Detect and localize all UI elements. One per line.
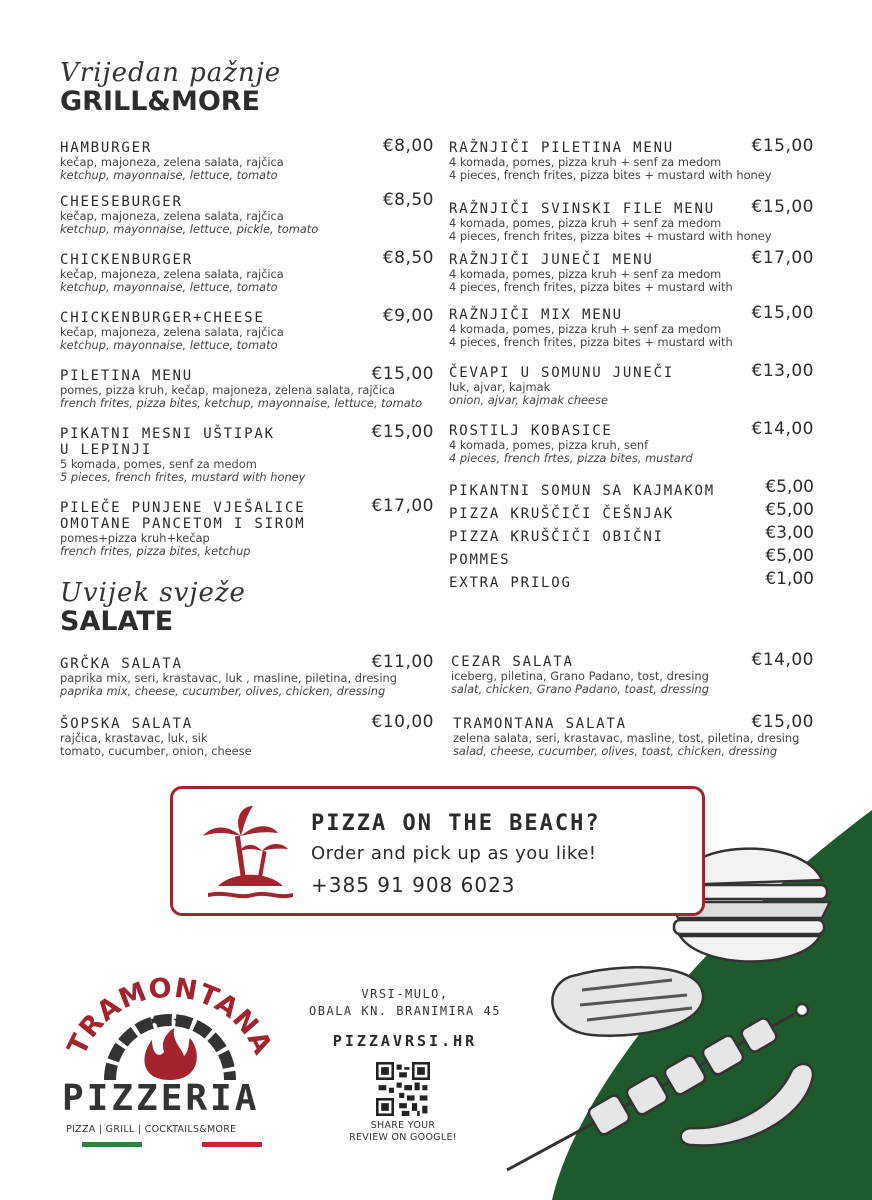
menu-item-name: RAŽNJIČI PILETINA MENU	[449, 140, 675, 156]
menu-item	[60, 306, 434, 352]
menu-item-name: ŠOPSKA SALATA	[60, 716, 193, 732]
menu-item-name: ČEVAPI U SOMUNU JUNEČI	[449, 365, 675, 381]
menu-item-name: PIZZA KRUŠČIČI OBIČNI	[449, 529, 664, 545]
menu-item-price: €14,00	[751, 419, 814, 439]
menu-item-name: RAŽNJIČI MIX MENU	[449, 307, 623, 323]
menu-item-name: PIZZA KRUŠČIČI ČEŠNJAK	[449, 506, 675, 522]
tramontana-logo	[60, 960, 280, 1160]
promo-phone: +385 91 908 6023	[311, 873, 516, 897]
grill-title: GRILL&MORE	[60, 86, 261, 117]
menu-item-desc-en: onion, ajvar, kajmak cheese	[449, 393, 609, 407]
menu-item-name: RAŽNJIČI JUNEČI MENU	[449, 252, 654, 268]
menu-item-desc-en: french frites, pizza bites, ketchup	[60, 544, 251, 558]
qr-caption-line-2: REVIEW ON GOOGLE!	[349, 1132, 457, 1143]
menu-item-desc-hr: 4 komada, pomes, pizza kruh, senf	[449, 438, 649, 452]
promo-title: PIZZA ON THE BEACH?	[311, 811, 601, 836]
grill-script-title: Vrijedan pažnje	[60, 58, 282, 88]
menu-item-desc-hr: rajčica, krastavac, luk, sik	[60, 731, 208, 745]
salads-section-header	[60, 578, 246, 635]
menu-item	[449, 248, 814, 294]
qr-code-icon[interactable]	[376, 1062, 430, 1116]
menu-item-name: CHICKENBURGER+CHEESE	[60, 310, 265, 326]
menu-item-simple	[449, 523, 814, 546]
menu-item	[60, 136, 434, 182]
menu-item	[449, 361, 814, 407]
italian-flag-stripe	[82, 1142, 262, 1147]
menu-item-desc-en: ketchup, mayonnaise, lettuce, pickle, tomato	[60, 222, 319, 236]
logo-arc-text: TRAMONTANA	[61, 972, 279, 1061]
menu-item-price: €15,00	[371, 422, 434, 442]
menu-item-price: €17,00	[371, 496, 434, 516]
menu-item-desc-en: salat, chicken, Grano Padano, toast, dressing	[451, 682, 709, 696]
menu-item-name: TRAMONTANA SALATA	[453, 716, 627, 732]
menu-item-price: €15,00	[751, 712, 814, 732]
salads-title: SALATE	[60, 606, 174, 637]
menu-item-price: €15,00	[751, 197, 814, 217]
svg-text:★: ★	[160, 1013, 173, 1029]
menu-item-desc-en: 5 pieces, french frites, mustard with honey	[60, 470, 306, 484]
menu-item-desc-hr: 4 komada, pomes, pizza kruh + senf za medom	[449, 267, 722, 281]
menu-item-desc-en: paprika mix, cheese, cucumber, olives, chicken, dressing	[60, 684, 386, 698]
menu-item-price: €15,00	[751, 303, 814, 323]
menu-item-desc-en: french frites, pizza bites, ketchup, mayonnaise, lettuce, tomato	[60, 396, 423, 410]
promo-box	[170, 786, 705, 916]
menu-item	[60, 248, 434, 294]
menu-item-desc-hr: kečap, majoneza, zelena salata, rajčica	[60, 325, 284, 339]
steak-icon	[552, 967, 703, 1036]
menu-item-desc-hr: luk, ajvar, kajmak	[449, 380, 551, 394]
menu-item-name: EXTRA PRILOG	[449, 575, 572, 591]
menu-item	[60, 496, 434, 558]
menu-item	[60, 652, 434, 698]
menu-item-name: PILEČE PUNJENE VJEŠALICE OMOTANE PANCETOM I SIROM	[60, 500, 306, 532]
logo-name: PIZZERIA	[62, 1078, 260, 1119]
menu-item-name: PILETINA MENU	[60, 368, 193, 384]
menu-item-desc-en: tomato, cucumber, onion, cheese	[60, 744, 252, 758]
menu-item-desc-hr: paprika mix, seri, krastavac, luk , masline, piletina, dresing	[60, 671, 397, 685]
menu-item-price: €9,00	[382, 306, 434, 326]
menu-item-simple	[449, 546, 814, 569]
menu-item-desc-en: 4 pieces, french frtes, pizza bites, mustard	[449, 451, 693, 465]
menu-item-desc-hr: zelena salata, seri, krastavac, masline, tost, piletina, dresing	[453, 731, 800, 745]
promo-subtitle: Order and pick up as you like!	[311, 843, 597, 864]
menu-item-price: €13,00	[751, 361, 814, 381]
menu-item-price: €11,00	[371, 652, 434, 672]
salads-script-title: Uvijek svježe	[60, 578, 246, 608]
menu-item-name: CEZAR SALATA	[451, 654, 574, 670]
menu-item-desc-en: salad, cheese, cucumber, olives, toast, chicken, dressing	[453, 744, 778, 758]
menu-item-desc-hr: 5 komada, pomes, senf za medom	[60, 457, 257, 471]
menu-item-desc-hr: 4 komada, pomes, pizza kruh + senf za medom	[449, 216, 722, 230]
menu-item-price: €8,00	[382, 136, 434, 156]
menu-item-name: ROSTILJ KOBASICE	[449, 423, 613, 439]
menu-item-price: €3,00	[765, 523, 814, 543]
address-line-2: OBALA KN. BRANIMIRA 45	[309, 1004, 501, 1018]
qr-caption-line-1: SHARE YOUR	[370, 1120, 436, 1131]
menu-item-desc-en: 4 pieces, french frites, pizza bites + mustard with honey	[449, 229, 772, 243]
menu-item-desc-en: ketchup, mayonnaise, lettuce, tomato	[60, 280, 278, 294]
menu-item	[453, 712, 814, 758]
menu-item-desc-hr: kečap, majoneza, zelena salata, rajčica	[60, 209, 284, 223]
menu-item-simple	[449, 569, 814, 592]
menu-item-price: €8,50	[382, 190, 434, 210]
grill-section-header	[60, 58, 281, 115]
menu-item-desc-hr: iceberg, piletina, Grano Padano, tost, dresing	[451, 669, 709, 683]
menu-item-name: HAMBURGER	[60, 140, 153, 156]
address	[290, 986, 520, 1020]
palm-island-icon	[198, 801, 298, 901]
menu-item-name: CHEESEBURGER	[60, 194, 183, 210]
svg-text:★: ★	[172, 1013, 185, 1029]
menu-item	[449, 197, 814, 243]
qr-caption	[330, 1120, 476, 1144]
menu-item-price: €15,00	[751, 136, 814, 156]
address-line-1: VRSI-MULO,	[361, 987, 449, 1001]
menu-item	[451, 650, 814, 696]
menu-item-price: €15,00	[371, 364, 434, 384]
menu-item-name: RAŽNJIČI SVINSKI FILE MENU	[449, 201, 715, 217]
menu-item-price: €5,00	[765, 477, 814, 497]
website-link[interactable]: PIZZAVRSI.HR	[332, 1032, 478, 1050]
logo-tagline: PIZZA | GRILL | COCKTAILS&MORE	[66, 1124, 237, 1135]
menu-item	[60, 190, 434, 236]
svg-text:★: ★	[148, 1013, 161, 1029]
flame-icon	[145, 1028, 197, 1080]
menu-item-simple	[449, 500, 814, 523]
menu-item-price: €17,00	[751, 248, 814, 268]
menu-item-price: €1,00	[765, 569, 814, 589]
menu-item-simple	[449, 477, 814, 500]
logo-arc	[60, 960, 280, 1085]
menu-item-desc-hr: pomes+pizza kruh+kečap	[60, 531, 210, 545]
menu-item-desc-en: ketchup, mayonnaise, lettuce, tomato	[60, 168, 278, 182]
menu-item	[449, 136, 814, 182]
menu-item	[449, 419, 814, 465]
menu-item	[449, 303, 814, 349]
menu-item-desc-hr: 4 komada, pomes, pizza kruh + senf za medom	[449, 322, 722, 336]
menu-item-desc-hr: pomes, pizza kruh, kečap, majoneza, zelena salata, rajčica	[60, 383, 396, 397]
menu-item-price: €5,00	[765, 500, 814, 520]
menu-item	[60, 422, 434, 484]
menu-item-name: CHICKENBURGER	[60, 252, 193, 268]
menu-item-price: €5,00	[765, 546, 814, 566]
menu-item-name: PIKATNI MESNI UŠTIPAK U LEPINJI	[60, 426, 275, 458]
menu-item-name: GRČKA SALATA	[60, 656, 183, 672]
menu-item-desc-hr: kečap, majoneza, zelena salata, rajčica	[60, 267, 284, 281]
menu-item-desc-en: 4 pieces, french frites, pizza bites + mustard with	[449, 280, 733, 294]
menu-item-desc-en: 4 pieces, french frites, pizza bites + mustard with honey	[449, 168, 772, 182]
menu-item-price: €10,00	[371, 712, 434, 732]
menu-item	[60, 712, 434, 758]
menu-item-desc-en: ketchup, mayonnaise, lettuce, tomato	[60, 338, 278, 352]
menu-item-desc-hr: 4 komada, pomes, pizza kruh + senf za medom	[449, 155, 722, 169]
menu-item-desc-en: 4 pieces, french frites, pizza bites + mustard with	[449, 335, 733, 349]
menu-item-name: POMMES	[449, 552, 511, 568]
menu-item-price: €14,00	[751, 650, 814, 670]
menu-item-desc-hr: kečap, majoneza, zelena salata, rajčica	[60, 155, 284, 169]
menu-item-price: €8,50	[382, 248, 434, 268]
menu-item	[60, 364, 434, 410]
menu-item-name: PIKANTNI SOMUN SA KAJMAKOM	[449, 483, 715, 499]
